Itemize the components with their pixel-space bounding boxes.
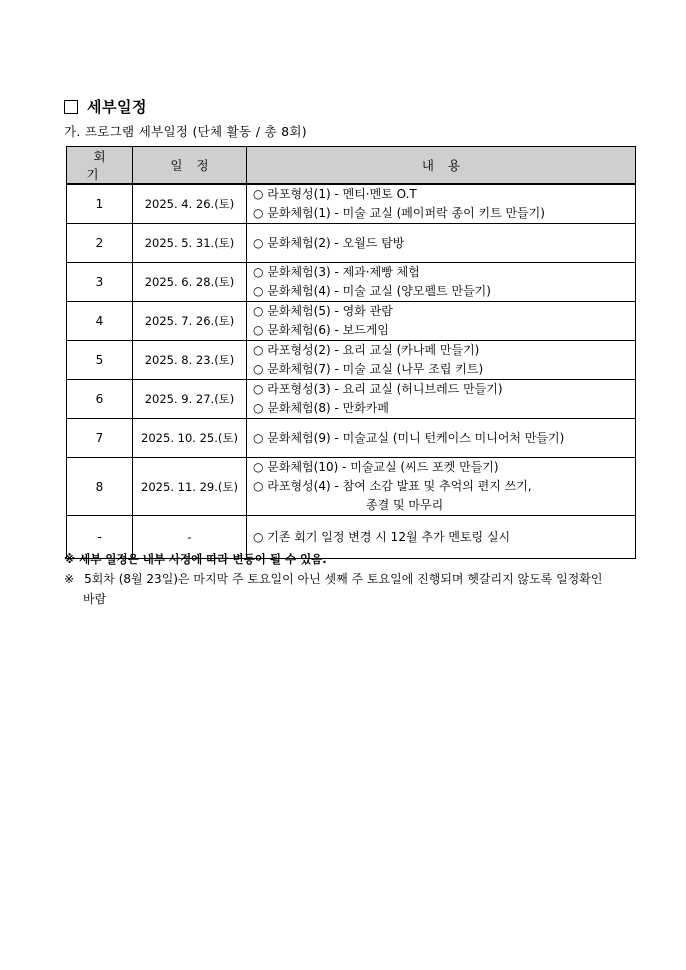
footnote-fifth-session [64,569,644,609]
session-content [247,184,636,224]
checkbox-square-icon [64,100,78,114]
footnote-line: 5회차 (8월 23일)은 마지막 주 토요일이 아닌 셋째 주 토요일에 진행되며 헷갈리지 않도록 일정확인 [84,572,603,586]
content-line: ○ 라포형성(3) - 요리 교실 (허니브레드 만들기) [253,382,503,396]
session-number: 1 [67,184,133,224]
session-date: 2025. 8. 23.(토) [133,341,247,380]
session-content [247,224,636,263]
section-title: 세부일정 [87,98,147,116]
session-date: 2025. 4. 26.(토) [133,184,247,224]
content-line: ○ 기존 회기 일정 변경 시 12월 추가 멘토링 실시 [253,529,511,544]
content-line: ○ 문화체험(10) - 미술교실 (씨드 포켓 만들기) [253,460,499,474]
session-content [247,341,636,380]
content-line: ○ 문화체험(9) - 미술교실 (미니 턴케이스 미니어처 만들기) [253,430,565,445]
table-row [67,263,636,302]
session-content [247,458,636,516]
content-line: ○ 문화체험(3) - 제과·제빵 체험 [253,265,420,279]
table-row [67,302,636,341]
session-date: 2025. 11. 29.(토) [133,458,247,516]
table-row [67,419,636,458]
schedule-table [66,146,636,559]
content-line: ○ 문화체험(8) - 만화카페 [253,401,389,415]
content-line: ○ 문화체험(7) - 미술 교실 (나무 조립 키트) [253,362,484,376]
session-number: 4 [67,302,133,341]
session-date: 2025. 5. 31.(토) [133,224,247,263]
content-line: ○ 문화체험(1) - 미술 교실 (페이퍼락 종이 키트 만들기) [253,206,545,220]
session-number: 7 [67,419,133,458]
session-content [247,263,636,302]
content-line: 종결 및 마무리 [366,498,444,512]
content-line: ○ 문화체험(2) - 오월드 탐방 [253,235,405,250]
session-date: 2025. 10. 25.(토) [133,419,247,458]
session-number: 3 [67,263,133,302]
section-heading [64,96,147,117]
header-session: 회기 [67,147,133,185]
session-date: 2025. 6. 28.(토) [133,263,247,302]
table-row [67,380,636,419]
session-number: 6 [67,380,133,419]
session-number: 2 [67,224,133,263]
table-header-row [67,147,636,185]
session-date: 2025. 9. 27.(토) [133,380,247,419]
session-number: 5 [67,341,133,380]
header-date: 일정 [133,147,247,185]
session-content [247,419,636,458]
content-line: ○ 라포형성(1) - 멘티·멘토 O.T [253,187,417,201]
table-row [67,184,636,224]
table-row [67,341,636,380]
session-date: - [133,516,247,559]
footnote-line: 바람 [83,592,107,606]
schedule-subtitle: 가. 프로그램 세부일정 (단체 활동 / 총 8회) [64,124,307,139]
session-content [247,380,636,419]
session-number: - [67,516,133,559]
reference-mark: ※ [64,572,75,586]
content-line: ○ 라포형성(4) - 참여 소감 발표 및 추억의 편지 쓰기, [253,479,532,493]
header-content: 내용 [247,147,636,185]
session-number: 8 [67,458,133,516]
footnote-schedule-change: ※ 세부 일정은 내부 사정에 따라 변동이 될 수 있음. [64,552,327,566]
table-row [67,458,636,516]
content-line: ○ 문화체험(6) - 보드게임 [253,323,389,337]
session-content [247,302,636,341]
content-line: ○ 라포형성(2) - 요리 교실 (카나페 만들기) [253,343,480,357]
session-date: 2025. 7. 26.(토) [133,302,247,341]
content-line: ○ 문화체험(5) - 영화 관람 [253,304,393,318]
table-row [67,224,636,263]
content-line: ○ 문화체험(4) - 미술 교실 (양모펠트 만들기) [253,284,491,298]
